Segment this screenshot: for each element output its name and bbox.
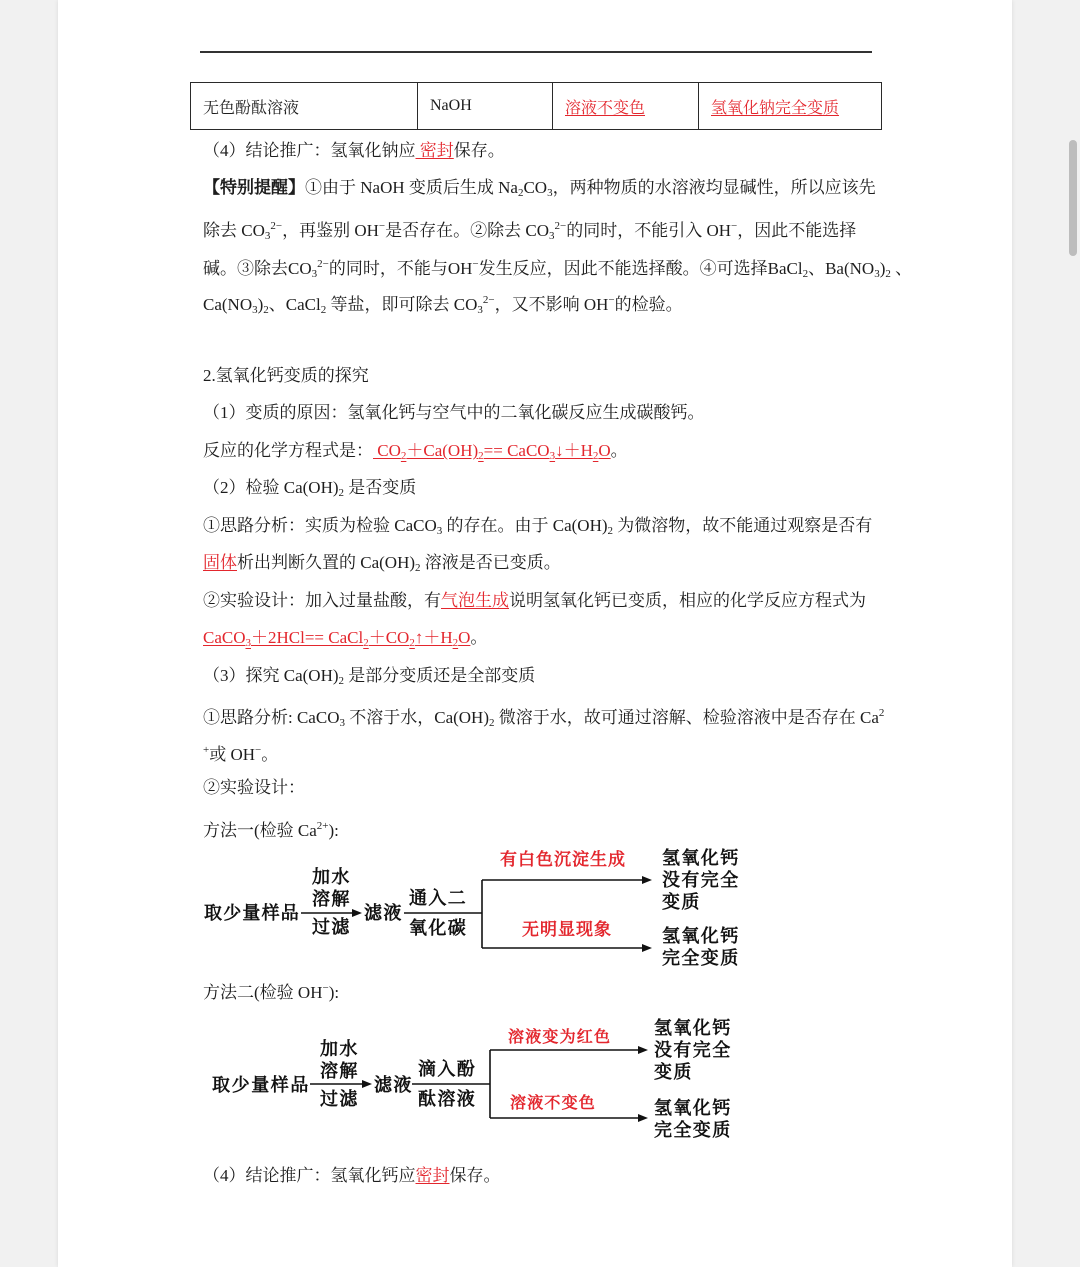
text-run: （3）探究 Ca(OH): [203, 666, 339, 685]
text-run: 2−: [554, 220, 567, 232]
m2-obs-positive: 溶液变为红色: [508, 1029, 612, 1046]
text-run: ②实验设计：: [203, 778, 305, 797]
answer-text: O: [598, 441, 611, 460]
text-run: 3: [874, 268, 880, 280]
text-run: 2+: [316, 820, 329, 832]
text-run: ，再鉴别 OH: [282, 221, 379, 240]
result-line: 氢氧化钙: [654, 1098, 732, 1118]
m1-reagent-line-1: 通入二: [409, 888, 468, 908]
text-run: 2: [320, 304, 327, 316]
text-run: ①思路分析: CaCO: [203, 708, 340, 727]
text-run: 3: [264, 230, 271, 242]
m2-filtrate: 滤液: [374, 1075, 413, 1095]
answer-text: ＋2HCl== CaCl: [251, 628, 364, 647]
m1-result-full: [662, 925, 740, 969]
m1-step-top: 加水: [312, 867, 351, 887]
text-run: 3: [477, 304, 483, 316]
text-run: 的存在。由于 Ca(OH): [442, 516, 608, 535]
text-run: 或 OH: [209, 745, 256, 764]
answer-text: 密封: [415, 1166, 450, 1185]
design-2-heading: [203, 777, 305, 799]
cell-reagent: 无色酚酞溶液: [191, 83, 418, 130]
text-run: −: [608, 294, 615, 306]
answer-text: ↑＋H: [414, 628, 453, 647]
text-run: 2: [802, 268, 809, 280]
m1-result-partial: [662, 847, 740, 913]
caoh-conclusion: [203, 1165, 501, 1187]
answer-text: 2: [478, 450, 484, 462]
result-line: 氢氧化钙: [662, 926, 740, 946]
text-run: 2: [517, 187, 524, 199]
text-run: 、Ba(NO: [808, 259, 875, 278]
method-1-heading: [203, 815, 339, 842]
text-run: 2: [338, 487, 345, 499]
text-run: 溶液是否已变质。: [420, 553, 561, 572]
text-run: 。: [470, 628, 488, 647]
text-run: （4）结论推广：氢氧化钙应: [203, 1166, 416, 1185]
text-run: 3: [252, 304, 258, 316]
text-run: 的同时，不能引入 OH: [566, 221, 732, 240]
text-run: 、CaCl: [268, 295, 321, 314]
analysis-2-line-2: [203, 739, 278, 766]
result-line: 变质: [654, 1062, 693, 1082]
text-run: 3: [549, 230, 555, 242]
text-run: 是部分变质还是全部变质: [344, 666, 536, 685]
text-run: 是否存在。②除去 CO: [385, 221, 549, 240]
answer-text: 固体: [203, 553, 237, 572]
text-run: 发生反应，因此不能选择酸。④可选择BaCl: [478, 259, 803, 278]
text-run: ): [257, 295, 264, 314]
text-run: （2）检验 Ca(OH): [203, 478, 339, 497]
analysis-1-line-1: [203, 515, 872, 542]
m1-reagent-line-2: 氧化碳: [409, 918, 468, 938]
answer-text: ↓＋H: [555, 441, 593, 460]
m2-step-top: 加水: [320, 1039, 359, 1059]
text-run: 2: [415, 562, 421, 574]
text-run: 方法二(检验 OH: [203, 983, 323, 1002]
text-run: −: [731, 220, 738, 232]
text-run: 是否变质: [344, 478, 417, 497]
text-run: 保存。: [453, 141, 505, 160]
scrollbar-thumb[interactable]: [1069, 140, 1077, 256]
text-run: ①思路分析：实质为检验 CaCO: [203, 516, 437, 535]
answer-text: 2: [452, 637, 459, 649]
answer-text: 密封: [415, 141, 454, 160]
text-run: 保存。: [449, 1166, 501, 1185]
m2-reagent-line-2: 酞溶液: [418, 1089, 477, 1109]
m2-reagent-line-1: 滴入酚: [418, 1059, 477, 1079]
answer-text: == CaCO: [483, 441, 550, 460]
m2-step-mid: 溶解: [320, 1061, 359, 1081]
text-run: 2: [885, 268, 891, 280]
text-run: （4）结论推广：氢氧化钠应: [203, 141, 416, 160]
answer-text: 2: [592, 450, 599, 462]
section-title: [203, 365, 369, 387]
table-row: [191, 83, 882, 130]
text-run: −: [472, 258, 479, 270]
answer-text: ＋Ca(OH): [406, 441, 479, 460]
text-run: 说明氢氧化钙已变质，相应的化学反应方程式为: [509, 591, 866, 610]
text-run: 。: [261, 745, 279, 764]
text-run: 除去 CO: [203, 221, 265, 240]
text-run: −: [322, 982, 329, 994]
method-2-heading: [203, 977, 339, 1004]
check-heading: [203, 477, 416, 504]
design-1-line-2: [203, 627, 487, 654]
special-reminder-line-3: [203, 253, 912, 285]
m1-sample: 取少量样品: [204, 903, 300, 923]
text-run: 为微溶物，故不能通过观察是否有: [613, 516, 873, 535]
text-run: Ca(NO: [203, 295, 253, 314]
text-run: 2−: [270, 220, 283, 232]
text-run: 反应的化学方程式是：: [203, 441, 373, 460]
text-run: 方法一(检验 Ca: [203, 821, 317, 840]
text-run: 微溶于水，故可通过溶解、检验溶液中是否存在 Ca: [494, 708, 879, 727]
cell-conclusion: 氢氧化钠完全变质: [699, 83, 882, 130]
answer-text: 2: [400, 450, 407, 462]
text-run: −: [378, 220, 386, 232]
cause-line: [203, 402, 705, 424]
answer-text: 气泡生成: [441, 591, 509, 610]
text-run: 2−: [317, 258, 329, 270]
m2-sample: 取少量样品: [212, 1075, 310, 1095]
text-run: 3: [339, 717, 345, 729]
m2-result-full: [654, 1097, 732, 1141]
answer-text: CO: [373, 441, 401, 460]
text-run: +: [203, 744, 210, 756]
answer-text: O: [458, 628, 471, 647]
m2-result-partial: [654, 1017, 732, 1083]
text-run: CO: [523, 178, 548, 197]
answer-text: CaCO: [203, 628, 246, 647]
special-reminder-line-1: [203, 177, 876, 204]
text-run: 。: [610, 441, 628, 460]
m2-obs-negative: 溶液不变色: [510, 1095, 597, 1112]
answer-text: 3: [245, 637, 251, 649]
text-run: 2: [489, 717, 495, 729]
design-1-line-1: [203, 590, 866, 612]
text-run: 的同时，不能与OH: [328, 259, 473, 278]
explore-heading: [203, 665, 535, 692]
result-line: 没有完全: [662, 870, 740, 890]
page-header-rule: [200, 51, 872, 53]
text-run: 3: [547, 187, 553, 199]
text-run: 3: [311, 268, 318, 280]
m1-filtrate: 滤液: [364, 903, 403, 923]
cell-phenomenon: 溶液不变色: [553, 83, 699, 130]
naoh-conclusion: [203, 140, 505, 162]
result-line: 没有完全: [654, 1040, 732, 1060]
result-line: 变质: [662, 892, 701, 912]
text-run: 2: [263, 304, 269, 316]
text-run: ②实验设计：加入过量盐酸，有: [203, 591, 441, 610]
cell-substance: NaOH: [418, 83, 553, 130]
text-run: ):: [328, 983, 340, 1002]
m1-obs-positive: 有白色沉淀生成: [500, 850, 626, 869]
text-run: 2−: [482, 294, 495, 306]
text-run: 碱。③除去CO: [203, 259, 312, 278]
text-run: （1）变质的原因：氢氧化钙与空气中的二氧化碳反应生成碳酸钙。: [203, 403, 705, 422]
text-run: ，又不影响 OH: [494, 295, 609, 314]
text-run: 的检验。: [614, 295, 683, 314]
text-run: 2.氢氧化钙变质的探究: [203, 366, 369, 385]
text-run: ，两种物质的水溶液均显碱性，所以应该先: [552, 178, 876, 197]
text-run: ): [879, 259, 886, 278]
m1-step-mid: 溶解: [312, 889, 351, 909]
text-run: 析出判断久置的 Ca(OH): [237, 553, 416, 572]
result-line: 完全变质: [654, 1120, 732, 1140]
text-run: ，因此不能选择: [737, 221, 857, 240]
m1-obs-negative: 无明显现象: [522, 920, 612, 939]
result-line: 氢氧化钙: [662, 848, 740, 868]
answer-text: 3: [549, 450, 556, 462]
answer-text: 2: [409, 637, 415, 649]
text-run: 不溶于水，Ca(OH): [344, 708, 489, 727]
text-run: 3: [436, 525, 443, 537]
text-run: 等盐，即可除去 CO: [326, 295, 478, 314]
answer-text: 2: [363, 637, 369, 649]
m1-step-bottom: 过滤: [312, 917, 351, 937]
text-run: ①由于 NaOH 变质后生成 Na: [305, 178, 518, 197]
text-run: 、: [890, 259, 913, 278]
result-line: 氢氧化钙: [654, 1018, 732, 1038]
text-run: −: [255, 744, 262, 756]
text-run: 2: [878, 707, 885, 719]
analysis-1-line-2: [203, 552, 561, 579]
experiment-table: [190, 82, 882, 130]
text-run: 2: [607, 525, 614, 537]
text-run: 2: [338, 675, 345, 687]
special-reminder-line-2: [203, 215, 856, 247]
result-line: 完全变质: [662, 948, 740, 968]
special-reminder-line-4: [203, 289, 683, 321]
text-run: ):: [328, 821, 339, 840]
equation-line: [203, 440, 628, 467]
analysis-2-line-1: [203, 702, 884, 734]
m2-step-bottom: 过滤: [320, 1089, 359, 1109]
answer-text: ＋CO: [368, 628, 410, 647]
text-run: 【特别提醒】: [203, 178, 305, 197]
